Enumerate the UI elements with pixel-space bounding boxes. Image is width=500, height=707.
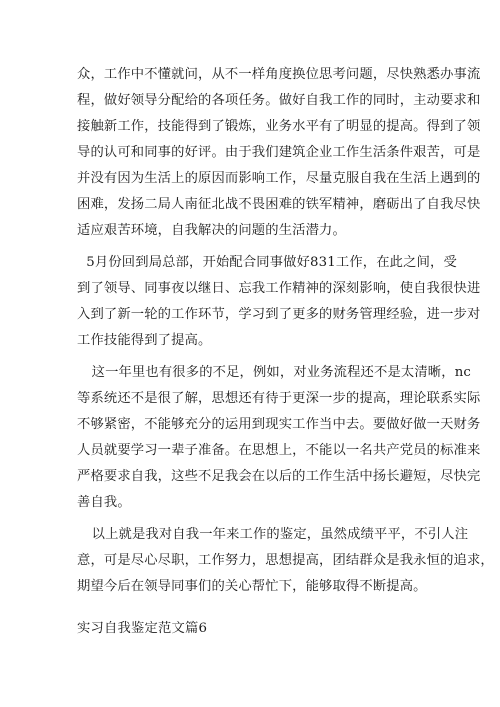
text-line: 这一年里也有很多的不足，例如，对业务流程还不是太清晰，nc — [91, 365, 472, 380]
paragraph-may-return — [77, 250, 481, 354]
text-line: 适应艰苦环境，自我解决的问题的生活潜力。 — [77, 223, 346, 238]
text-line: 期望今后在领导同事们的关心帮忙下，能够取得不断提高。 — [77, 579, 427, 594]
section-title: 实习自我鉴定范文篇6 — [77, 621, 208, 636]
text-line: 到了领导、同事夜以继日、忘我工作精神的深刻影响，使自我很快进 — [77, 281, 481, 296]
text-line: 程，做好领导分配给的各项任务。做好自我工作的同时，主动要求和 — [77, 93, 481, 108]
document-body — [77, 62, 494, 600]
text-line: 以上就是我对自我一年来工作的鉴定，虽然成绩平平，不引人注 — [91, 527, 469, 542]
text-line: 不够紧密，不能够充分的运用到现实工作当中去。要做好做一天财务 — [77, 417, 481, 432]
text-line: 严格要求自我，这些不足我会在以后的工作生活中扬长避短，尽快完 — [77, 469, 481, 484]
text-line: 导的认可和同事的好评。由于我们建筑企业工作生活条件艰苦，可是 — [77, 145, 481, 160]
paragraph-shortcomings — [77, 360, 481, 516]
text-line: 众，工作中不懂就问，从不一样角度换位思考问题，尽快熟悉办事流 — [77, 67, 481, 82]
text-line: 接触新工作，技能得到了锻炼，业务水平有了明显的提高。得到了领 — [77, 119, 481, 134]
text-line: 入到了新一轮的工作环节，学习到了更多的财务管理经验，进一步对 — [77, 307, 481, 322]
text-line: 人员就要学习一辈子准备。在思想上，不能以一名共产党员的标准来 — [77, 443, 481, 458]
text-line: 意，可是尽心尽职，工作努力，思想提高，团结群众是我永恒的追求， — [77, 553, 494, 568]
text-line: 工作技能得到了提高。 — [77, 333, 212, 348]
text-line: 等系统还不是很了解，思想还有待于更深一步的提高，理论联系实际 — [77, 391, 481, 406]
paragraph-summary — [77, 522, 494, 600]
paragraph-work-attitude — [77, 62, 481, 244]
text-line: 并没有因为生活上的原因而影响工作，尽量克服自我在生活上遇到的 — [77, 171, 481, 186]
text-line: 困难，发扬二局人南征北战不畏困难的铁军精神，磨砺出了自我尽快 — [77, 197, 481, 212]
text-line: 5月份回到局总部，开始配合同事做好831工作，在此之间，受 — [86, 255, 457, 270]
text-line: 善自我。 — [77, 495, 131, 510]
